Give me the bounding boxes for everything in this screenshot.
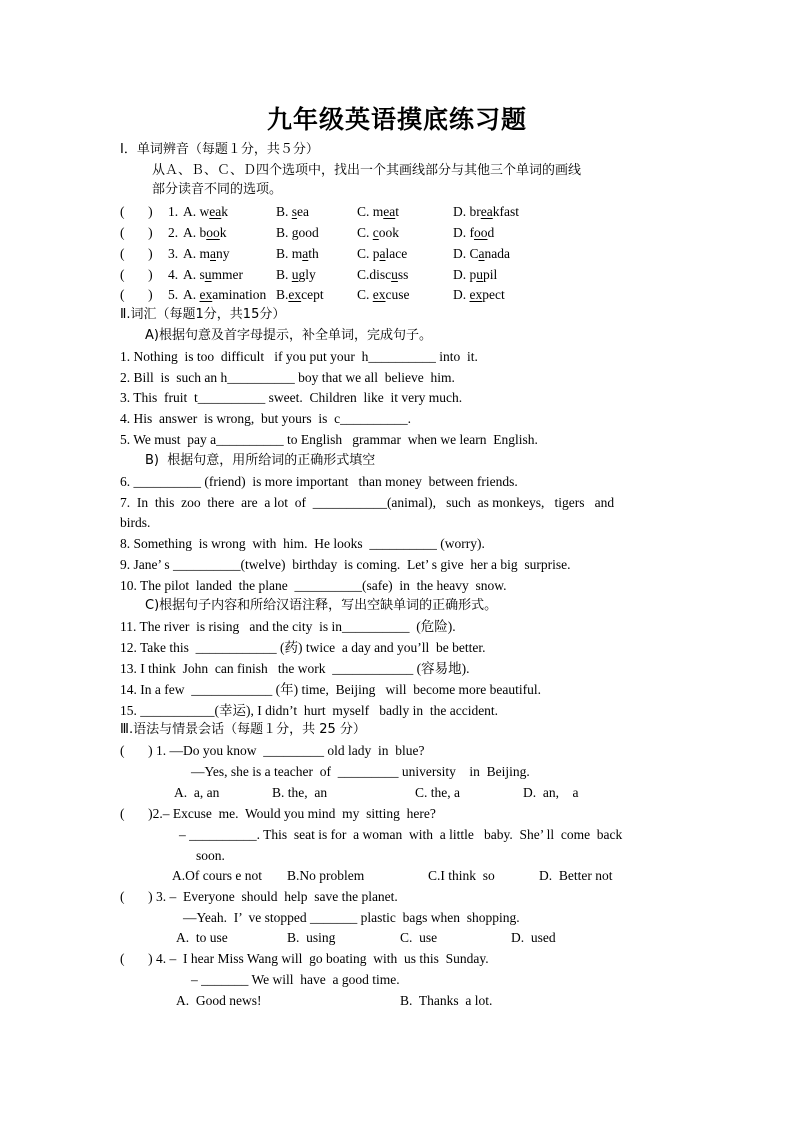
- page-title: 九年级英语摸底练习题: [266, 105, 527, 134]
- underlined-letters: ex: [288, 287, 302, 302]
- underlined-letters: oo: [474, 225, 488, 240]
- question-a1: 1. Nothing is too difficult if you put your h__________ into it.: [120, 349, 478, 364]
- question-g1: ( ) 1. —Do you know _________ old lady in blue?: [120, 743, 425, 758]
- question-c13: 13. I think John can finish the work ____________ (容易地).: [120, 661, 470, 676]
- underlined-letters: ea: [383, 204, 396, 219]
- option-b: B.except: [276, 287, 324, 302]
- option-b: B. sea: [276, 204, 310, 219]
- question-g3-response: —Yeah. I’ ve stopped _______ plastic bags when shopping.: [183, 910, 520, 925]
- g4-option-b: B. Thanks a lot.: [400, 993, 493, 1008]
- underlined-letters: u: [204, 267, 212, 282]
- underlined-letters: u: [476, 267, 483, 282]
- underlined-letters: ex: [469, 287, 483, 302]
- g2-option-b: B.No problem: [287, 868, 365, 883]
- question-number: 5.: [168, 287, 179, 302]
- underlined-letters: ex: [372, 287, 386, 302]
- option-c: C. palace: [357, 246, 408, 261]
- section1-instruction-line1: 从Ａ、Ｂ、Ｃ、Ｄ四个选项中，找出一个其画线部分与其他三个单词的画线: [152, 163, 582, 178]
- g1-option-b: B. the, an: [272, 785, 328, 800]
- answer-bracket: ( ): [120, 246, 153, 261]
- option-d: D. expect: [453, 287, 505, 302]
- option-a: A. summer: [183, 267, 244, 282]
- section2-heading: Ⅱ.词汇（每题1分，共15分）: [120, 307, 286, 322]
- option-d: D. pupil: [453, 267, 498, 282]
- question-b8: 8. Something is wrong with him. He looks __________ (worry).: [120, 536, 485, 551]
- question-g2: ( )2.– Excuse me. Would you mind my sitting here?: [120, 806, 436, 821]
- section1-heading: Ⅰ．单词辨音（每题１分，共５分）: [120, 142, 319, 157]
- g3-option-b: B. using: [287, 930, 336, 945]
- option-d: D. Canada: [453, 246, 510, 261]
- g2-option-d: D. Better not: [539, 868, 613, 883]
- g3-option-a: A. to use: [176, 930, 228, 945]
- option-c: C. meat: [357, 204, 400, 219]
- underlined-letters: a: [478, 246, 485, 261]
- underlined-letters: c: [372, 225, 379, 240]
- question-g4-response: – _______ We will have a good time.: [191, 972, 400, 987]
- question-a3: 3. This fruit t__________ sweet. Children like it very much.: [120, 390, 463, 405]
- question-c12: 12. Take this ____________ (药) twice a day and you’ll be better.: [120, 640, 486, 655]
- g1-option-a: A. a, an: [174, 785, 220, 800]
- underlined-letters: ea: [209, 204, 222, 219]
- answer-bracket: ( ): [120, 204, 153, 219]
- option-a: A. examination: [183, 287, 267, 302]
- g2-option-c: C.I think so: [428, 868, 495, 883]
- underlined-letters: g: [291, 225, 299, 240]
- underlined-letters: a: [379, 246, 386, 261]
- option-a: A. book: [183, 225, 227, 240]
- section2-partC-instruction: C)根据句子内容和所给汉语注释，写出空缺单词的正确形式。: [145, 598, 498, 613]
- underlined-letters: a: [302, 246, 309, 261]
- underlined-letters: u: [391, 267, 398, 282]
- underlined-letters: ea: [480, 204, 493, 219]
- question-g2-response: – __________. This seat is for a woman with a little baby. She’ ll come back: [179, 827, 623, 842]
- question-a2: 2. Bill is such an h__________ boy that we all believe him.: [120, 370, 455, 385]
- underlined-letters: u: [291, 267, 299, 282]
- question-b7-line1: 7. In this zoo there are a lot of ___________(animal), such as monkeys, tigers and: [120, 495, 615, 510]
- question-c15: 15. ___________(幸运), I didn’t hurt myself badly in the accident.: [120, 703, 499, 718]
- option-c: C. excuse: [357, 287, 410, 302]
- g4-option-a: A. Good news!: [176, 993, 262, 1008]
- g1-option-d: D. an, a: [523, 785, 579, 800]
- question-number: 4.: [168, 267, 179, 282]
- question-number: 2.: [168, 225, 179, 240]
- underlined-letters: oo: [206, 225, 220, 240]
- question-b10: 10. The pilot landed the plane __________(safe) in the heavy snow.: [120, 578, 507, 593]
- section1-instruction-line2: 部分读音不同的选项。: [152, 182, 283, 197]
- section3-heading: Ⅲ.语法与情景会话（每题１分，共 25 分）: [120, 722, 366, 737]
- option-a: A. weak: [183, 204, 228, 219]
- answer-bracket: ( ): [120, 225, 153, 240]
- question-number: 3.: [168, 246, 179, 261]
- g3-option-d: D. used: [511, 930, 556, 945]
- question-a4: 4. His answer is wrong, but yours is c__________.: [120, 411, 411, 426]
- section2-partA-instruction: A)根据句意及首字母提示，补全单词，完成句子。: [145, 328, 432, 343]
- question-g3: ( ) 3. – Everyone should help save the planet.: [120, 889, 398, 904]
- underlined-letters: a: [210, 246, 216, 261]
- question-number: 1.: [168, 204, 179, 219]
- question-b6: 6. __________ (friend) is more important than money between friends.: [120, 474, 518, 489]
- g3-option-c: C. use: [400, 930, 438, 945]
- option-c: C.discuss: [357, 267, 409, 282]
- option-a: A. many: [183, 246, 230, 261]
- question-c11: 11. The river is rising and the city is in__________ (危险).: [120, 619, 456, 634]
- answer-bracket: ( ): [120, 267, 153, 282]
- option-c: C. cook: [357, 225, 400, 240]
- option-b: B. math: [276, 246, 319, 261]
- underlined-letters: s: [291, 204, 298, 219]
- question-b9: 9. Jane’ s __________(twelve) birthday is coming. Let’ s give her a big surprise.: [120, 557, 571, 572]
- question-b7-line2: birds.: [120, 515, 151, 530]
- g1-option-c: C. the, a: [415, 785, 460, 800]
- option-b: B. good: [276, 225, 319, 240]
- question-g4: ( ) 4. – I hear Miss Wang will go boating with us this Sunday.: [120, 951, 489, 966]
- option-b: B. ugly: [276, 267, 316, 282]
- question-a5: 5. We must pay a__________ to English grammar when we learn English.: [120, 432, 538, 447]
- question-g2-response-line2: soon.: [196, 848, 225, 863]
- question-c14: 14. In a few ____________ (年) time, Beijing will become more beautiful.: [120, 682, 542, 697]
- section2-partB-instruction: B) 根据句意，用所给词的正确形式填空: [145, 453, 376, 468]
- option-d: D. breakfast: [453, 204, 519, 219]
- question-g1-response: —Yes, she is a teacher of _________ university in Beijing.: [191, 764, 530, 779]
- g2-option-a: A.Of cours e not: [172, 868, 262, 883]
- underlined-letters: ex: [199, 287, 213, 302]
- option-d: D. food: [453, 225, 495, 240]
- answer-bracket: ( ): [120, 287, 153, 302]
